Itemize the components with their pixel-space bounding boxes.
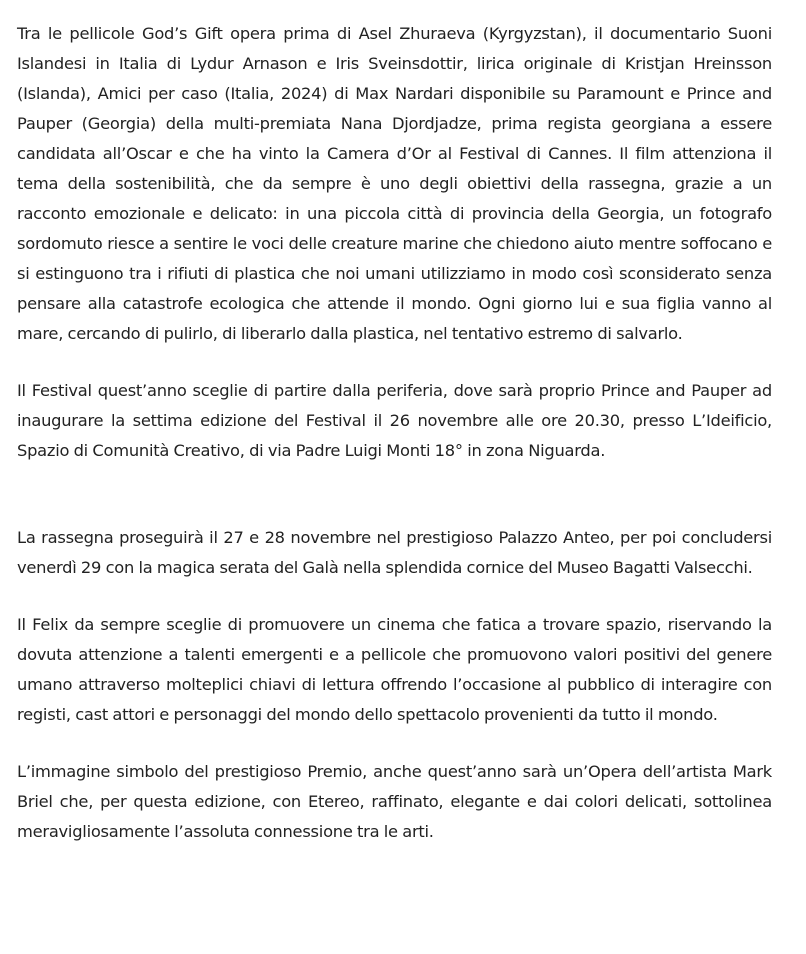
paragraph-opening: Il Festival quest’anno sceglie di partire dalla periferia, dove sarà proprio Prince and Pauper ad inaugurare la settima edizione del Festival il 26 novembre alle ore 20.30, presso L’Ideificio, Spazio di Comunità Creativo, di via Padre Luigi Monti 18° in zona Niguarda. — [17, 381, 772, 460]
paragraph-artwork: L’immagine simbolo del prestigioso Premio, anche quest’anno sarà un’Opera dell’artista Mark Briel che, per questa edizione, con Etereo, raffinato, elegante e dai colori delicati, sottolinea meravigliosamente l’assoluta connessione tra le arti. — [17, 762, 772, 841]
paragraph-mission: Il Felix da sempre sceglie di promuovere un cinema che fatica a trovare spazio, riservando la dovuta attenzione a talenti emergenti e a pellicole che promuovono valori positivi del genere umano attraverso molteplici chiavi di lettura offrendo l’occasione al pubblico di interagire con registi, cast attori e personaggi del mondo dello spettacolo provenienti da tutto il mondo. — [17, 615, 772, 724]
article-body — [17, 19, 772, 847]
paragraph-schedule: La rassegna proseguirà il 27 e 28 novembre nel prestigioso Palazzo Anteo, per poi concludersi venerdì 29 con la magica serata del Galà nella splendida cornice del Museo Bagatti Valsecchi. — [17, 528, 772, 577]
paragraph-films: Tra le pellicole God’s Gift opera prima di Asel Zhuraeva (Kyrgyzstan), il documentario Suoni Islandesi in Italia di Lydur Arnason e Iris Sveinsdottir, lirica originale di Kristjan Hreinsson (Islanda), Amici per caso (Italia, 2024) di Max Nardari disponibile su Paramount e Prince and Pauper (Georgia) della multi-premiata Nana Djordjadze, prima regista georgiana a essere candidata all’Oscar e che ha vinto la Camera d’Or al Festival di Cannes. Il film attenziona il tema della sostenibilità, che da sempre è uno degli obiettivi della rassegna, grazie a un racconto emozionale e delicato: in una piccola città di provincia della Georgia, un fotografo sordomuto riesce a sentire le voci delle creature marine che chiedono aiuto mentre soffocano e si estinguono tra i rifiuti di plastica che noi umani utilizziamo in modo così sconsiderato senza pensare alla catastrofe ecologica che attende il mondo. Ogni giorno lui e sua figlia vanno al mare, cercando di pulirlo, di liberarlo dalla plastica, nel tentativo estremo di salvarlo. — [17, 24, 772, 343]
